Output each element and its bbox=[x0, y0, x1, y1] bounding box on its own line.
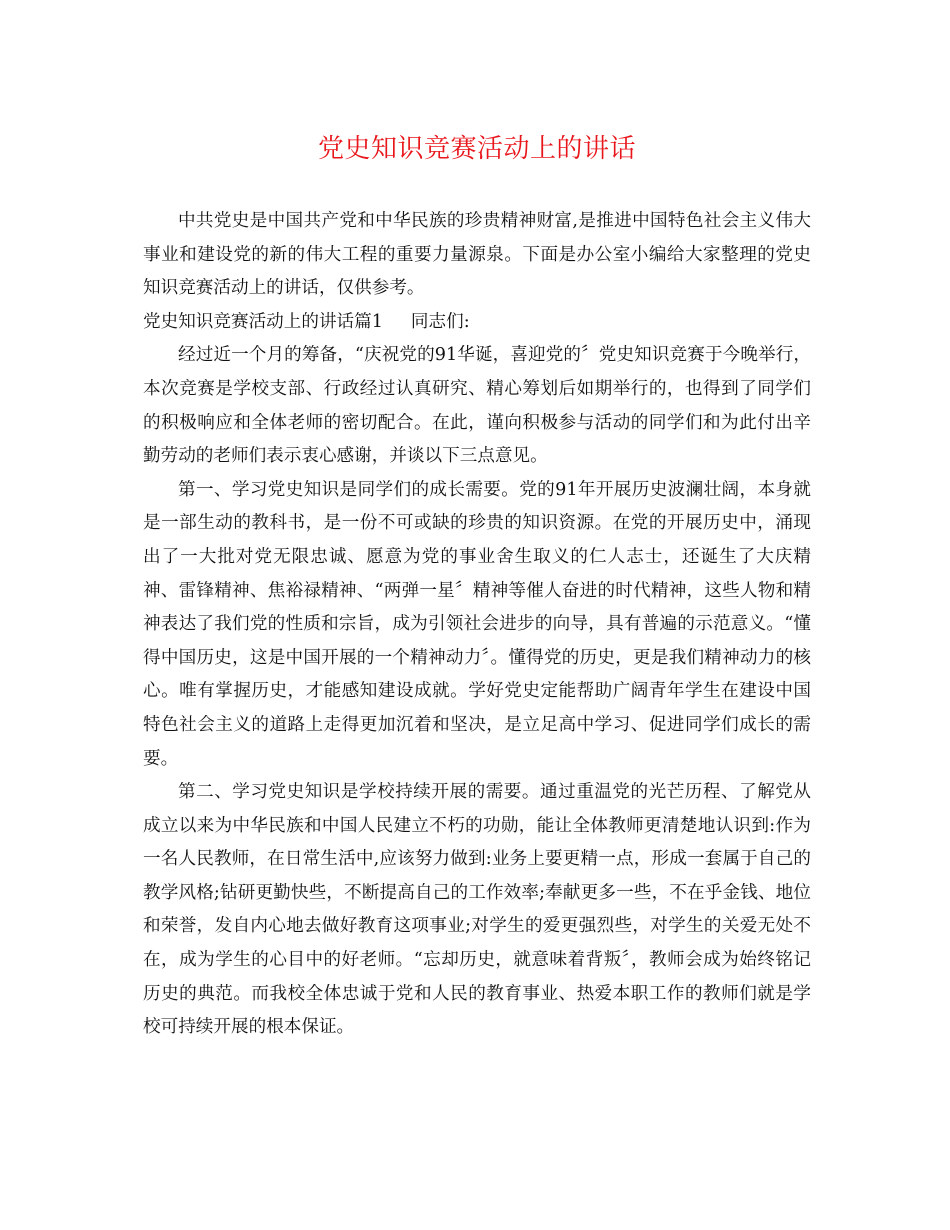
document-title: 党史知识竞赛活动上的讲话 bbox=[317, 134, 636, 164]
body-paragraph: 第二、学习党史知识是学校持续开展的需要。通过重温党的光芒历程、了解党从成立以来为中华民族和中国人民建立不朽的功勋，能让全体教师更清楚地认识到:作为一名人民教师，在日常生活中,应该努力做到:业务上要更精一点，形成一套属于自己的教学风格;钻研更勤快些，不断提高自己的工作效率;奉献更多一些，不在乎金钱、地位和荣誉，发自内心地去做好教育这项事业;对学生的爱更强烈些，对学生的关爱无处不在，成为学生的心目中的好老师。“忘却历史，就意味着背叛〞，教师会成为始终铭记历史的典范。而我校全体忠诚于党和人民的教育事业、热爱本职工作的教师们就是学校可持续开展的根本保证。 bbox=[143, 782, 811, 1038]
section-heading: 党史知识竞赛活动上的讲话篇1 bbox=[143, 311, 383, 332]
document-body bbox=[143, 205, 811, 1045]
body-paragraph: 第一、学习党史知识是同学们的成长需要。党的91年开展历史波澜壮阔，本身就是一部生动的教科书，是一份不可或缺的珍贵的知识资源。在党的开展历史中，涌现出了一大批对党无限忠诚、愿意为党的事业舍生取义的仁人志士，还诞生了大庆精神、雷锋精神、焦裕禄精神、“两弹一星〞精神等催人奋进的时代精神，这些人物和精神表达了我们党的性质和宗旨，成为引领社会进步的向导，具有普遍的示范意义。“懂得中国历史，这是中国开展的一个精神动力〞。懂得党的历史，更是我们精神动力的核心。唯有掌握历史，才能感知建设成就。学好党史定能帮助广阔青年学生在建设中国特色社会主义的道路上走得更加沉着和坚决，是立足高中学习、促进同学们成长的需要。 bbox=[143, 479, 811, 769]
greeting: 同志们: bbox=[410, 311, 470, 332]
section-heading-line bbox=[143, 306, 811, 340]
body-paragraph: 经过近一个月的筹备，“庆祝党的91华诞，喜迎党的〞党史知识竞赛于今晚举行，本次竞赛是学校支部、行政经过认真研究、精心筹划后如期举行的，也得到了同学们的积极响应和全体老师的密切配合。在此，谨向积极参与活动的同学们和为此付出辛勤劳动的老师们表示衷心感谢，并谈以下三点意见。 bbox=[143, 345, 811, 467]
intro-paragraph: 中共党史是中国共产党和中华民族的珍贵精神财富,是推进中国特色社会主义伟大事业和建设党的新的伟大工程的重要力量源泉。下面是办公室小编给大家整理的党史知识竞赛活动上的讲话，仅供参考。 bbox=[143, 211, 811, 299]
